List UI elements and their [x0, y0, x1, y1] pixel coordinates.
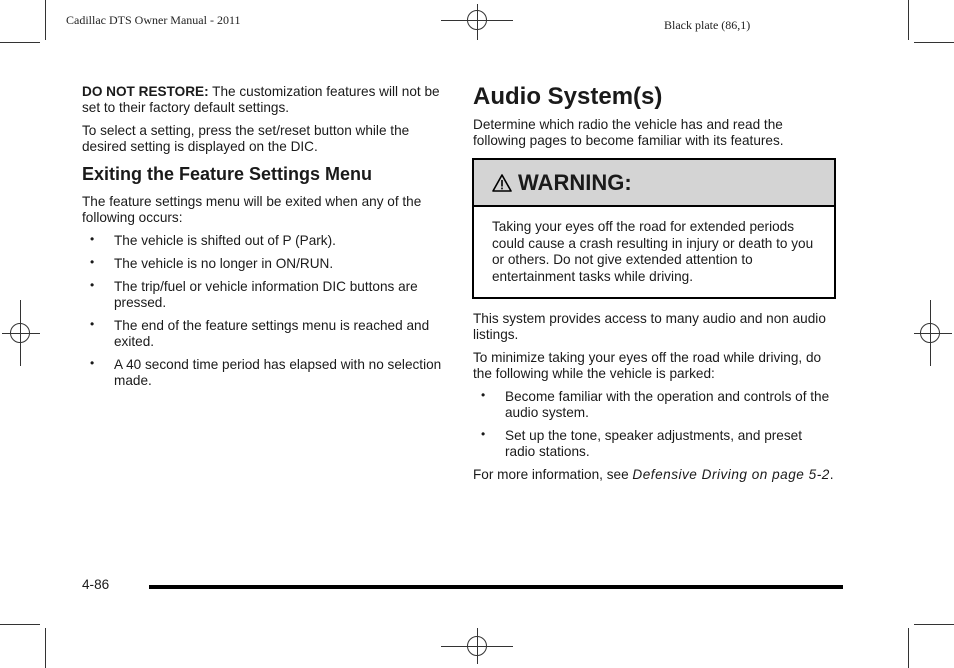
list-item: • Become familiar with the operation and controls of the audio system.	[481, 388, 830, 420]
left-column	[82, 84, 444, 396]
footer-rule	[149, 585, 843, 589]
bullet-dot: •	[90, 278, 95, 292]
bullet-dot: •	[481, 427, 486, 441]
access-paragraph: This system provides access to many audio and non audio listings.	[473, 311, 826, 342]
bullet-dot: •	[90, 317, 95, 331]
bullet-dot: •	[90, 232, 95, 246]
list-item: • Set up the tone, speaker adjustments, and preset radio stations.	[481, 427, 802, 459]
exit-intro-paragraph: The feature settings menu will be exited when any of the following occurs:	[82, 194, 422, 225]
section-heading: Exiting the Feature Settings Menu	[82, 164, 373, 184]
list-item: • The end of the feature settings menu is reached and exited.	[90, 317, 430, 349]
cross-reference-link[interactable]: Defensive Driving on page 5-2	[632, 467, 830, 482]
right-intro	[473, 117, 835, 156]
bullet-dot: •	[481, 388, 486, 402]
warning-label: WARNING:	[518, 169, 632, 195]
right-lower-content	[473, 311, 835, 490]
parked-tasks-list	[473, 389, 835, 460]
restore-paragraph	[82, 84, 444, 116]
audio-intro-paragraph: Determine which radio the vehicle has and read the following pages to become familiar with its features.	[473, 117, 784, 148]
restore-text: The customization features will not be set to their factory default settings.	[82, 84, 440, 115]
bullet-dot: •	[90, 255, 95, 269]
list-item: • The trip/fuel or vehicle information DIC buttons are pressed.	[90, 278, 418, 310]
warning-header	[474, 160, 834, 207]
warning-text: Taking your eyes off the road for extended periods could cause a crash resulting in injury or death to you or others. Do not give extended attention to entertainment tasks while driving.	[492, 219, 814, 284]
warning-triangle-icon	[492, 174, 512, 192]
running-header-plate: Black plate (86,1)	[664, 18, 751, 32]
page-number: 4-86	[82, 577, 110, 592]
list-item: • The vehicle is shifted out of P (Park).	[90, 232, 336, 248]
restore-label: DO NOT RESTORE:	[82, 84, 209, 99]
bullet-dot: •	[90, 356, 95, 370]
more-info-paragraph: For more information, see Defensive Driving on page 5-2.	[473, 467, 834, 482]
warning-box	[472, 158, 836, 299]
list-item: • The vehicle is no longer in ON/RUN.	[90, 255, 334, 271]
list-item: • A 40 second time period has elapsed with no selection made.	[90, 356, 442, 388]
exit-conditions-list	[82, 233, 444, 389]
page-title: Audio System(s)	[473, 83, 663, 110]
select-setting-paragraph: To select a setting, press the set/reset button while the desired setting is displayed on the DIC.	[82, 123, 410, 154]
running-header-title: Cadillac DTS Owner Manual - 2011	[66, 13, 241, 27]
minimize-paragraph: To minimize taking your eyes off the road while driving, do the following while the vehicle is parked:	[473, 350, 822, 381]
